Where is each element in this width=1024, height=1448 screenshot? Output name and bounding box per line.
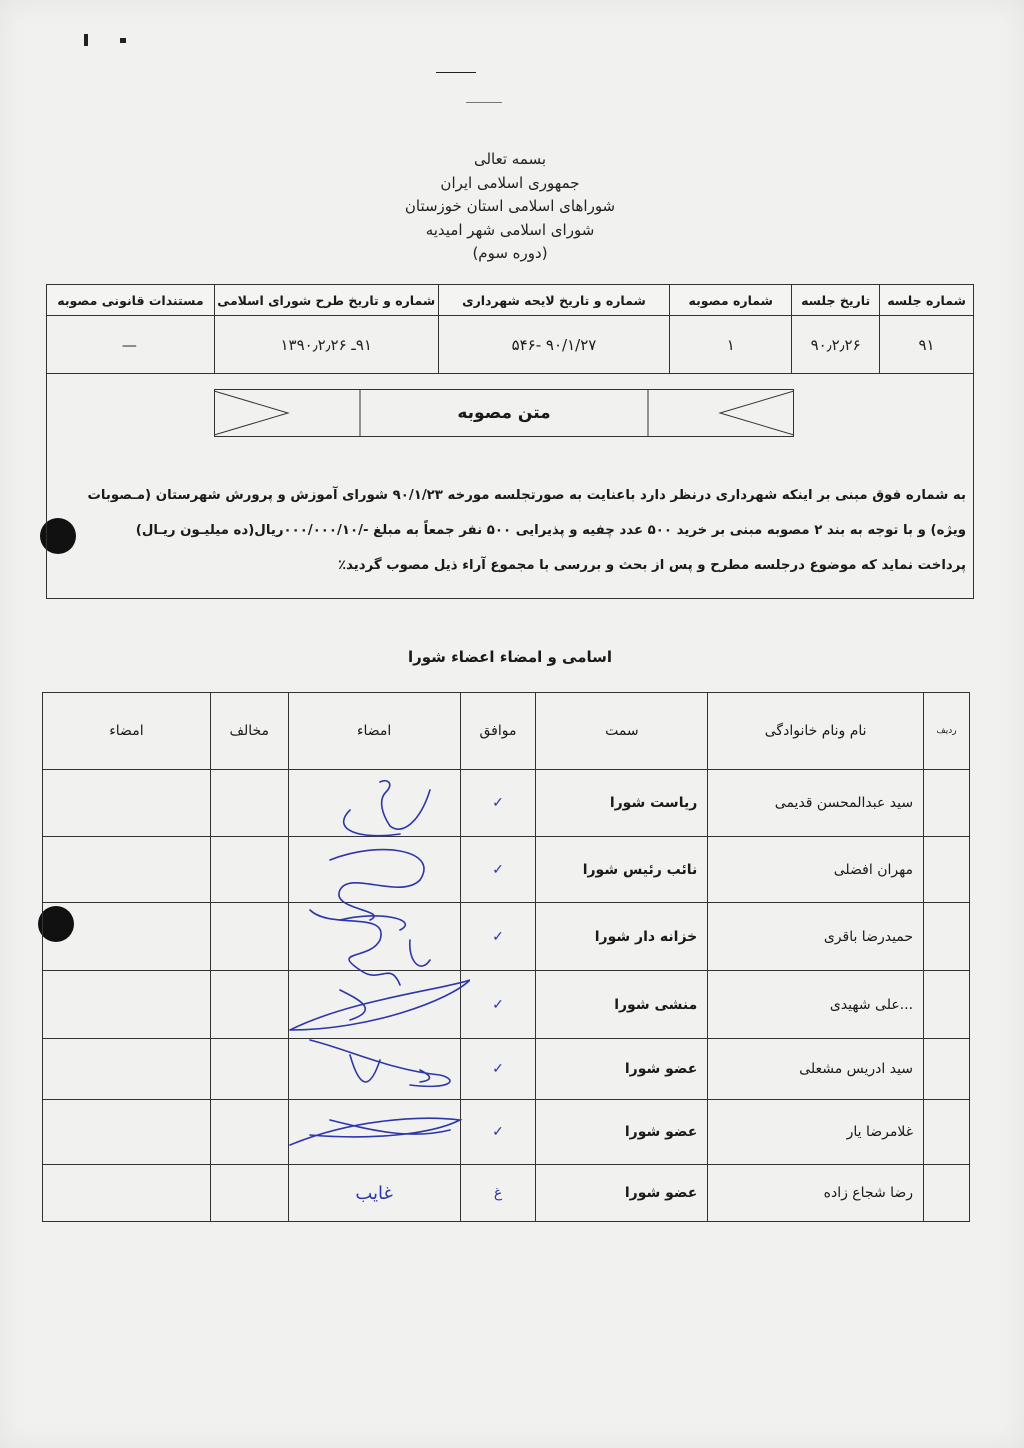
agree-mark: ✓ (460, 1100, 536, 1165)
member-name: سید عبدالمحسن قدیمی (708, 770, 924, 837)
resolution-title: متن مصوبه (457, 403, 551, 423)
value-municipality-bill: ۹۰/۱/۲۷ -۵۴۶ (438, 316, 670, 374)
oppose-signature-cell (43, 903, 211, 971)
signature-cell (288, 971, 460, 1039)
member-name: رضا شجاع زاده (708, 1165, 924, 1222)
header-council-plan: شماره و تاریخ طرح شورای اسلامی (214, 285, 438, 316)
agree-mark: ✓ (460, 1039, 536, 1100)
member-role: عضو شورا (536, 1100, 708, 1165)
signature-cell (288, 903, 460, 971)
row-number (924, 903, 970, 971)
header-agree: موافق (460, 693, 536, 770)
row-number (924, 1039, 970, 1100)
row-number (924, 770, 970, 837)
value-resolution-no: ۱ (670, 316, 792, 374)
member-role: نائب رئیس شورا (536, 837, 708, 903)
agree-mark: ✓ (460, 971, 536, 1039)
resolution-line: به شماره فوق مبنی بر اینکه شهرداری درنظر دارد باعنایت به صورتجلسه مورخه ۹۰/۱/۲۳ شورای آموزش و پرورش شهرستان (مـصوبات (87, 488, 966, 503)
table-row (43, 770, 970, 837)
value-session-no: ۹۱ (880, 316, 974, 374)
value-session-date: ۹۰٫۲٫۲۶ (792, 316, 880, 374)
agree-mark: ✓ (460, 903, 536, 971)
council-term: (دوره سوم) (472, 244, 548, 262)
header-session-no: شماره جلسه (880, 285, 974, 316)
province-councils: شوراهای اسلامی استان خوزستان (404, 197, 616, 215)
table-row (43, 971, 970, 1039)
oppose-cell (210, 903, 288, 971)
member-name: ...علی شهیدی (708, 971, 924, 1039)
table-row (43, 1039, 970, 1100)
scan-speck (436, 72, 476, 73)
header-municipality-bill: شماره و تاریخ لایحه شهرداری (438, 285, 670, 316)
value-council-plan: ۹۱ـ ۱۳۹۰٫۲٫۲۶ (214, 316, 438, 374)
signature-cell (288, 837, 460, 903)
header-legal-basis: مستندات قانونی مصوبه (47, 285, 215, 316)
member-role: عضو شورا (536, 1039, 708, 1100)
value-legal-basis: — (47, 316, 215, 374)
oppose-cell (210, 770, 288, 837)
oppose-cell (210, 1039, 288, 1100)
oppose-cell (210, 1100, 288, 1165)
scan-speck (466, 102, 502, 103)
scan-speck (84, 34, 88, 46)
member-name: حمیدرضا باقری (708, 903, 924, 971)
signature-cell (288, 770, 460, 837)
signature-cell (288, 1100, 460, 1165)
oppose-cell (210, 837, 288, 903)
header-session-date: تاریخ جلسه (792, 285, 880, 316)
row-number (924, 971, 970, 1039)
country-name: جمهوری اسلامی ایران (440, 173, 580, 192)
oppose-signature-cell (43, 1165, 211, 1222)
agree-mark: ✓ (460, 837, 536, 903)
member-role: ریاست شورا (536, 770, 708, 837)
resolution-line: ویژه) و با توجه به بند ۲ مصوبه مبنی بر خرید ۵۰۰ عدد چفیه و پذیرایی ۵۰۰ نفر جمعاً به مبلغ -/۰۰۰/۰۰۰/۱۰ریال(ده میلیـون ریـال) (135, 523, 966, 538)
oppose-signature-cell (43, 837, 211, 903)
member-name: مهران افضلی (708, 837, 924, 903)
agree-mark: غ (460, 1165, 536, 1222)
member-role: منشی شورا (536, 971, 708, 1039)
member-role: خزانه دار شورا (536, 903, 708, 971)
absent-note: غایب (355, 1182, 393, 1204)
row-number (924, 837, 970, 903)
member-name: سید ادریس مشعلی (708, 1039, 924, 1100)
member-role: عضو شورا (536, 1165, 708, 1222)
document-header (300, 148, 720, 266)
city-council: شورای اسلامی شهر امیدیه (425, 220, 595, 239)
row-number (924, 1165, 970, 1222)
agree-mark: ✓ (460, 770, 536, 837)
row-number (924, 1100, 970, 1165)
bismillah: بسمه تعالی (473, 150, 547, 168)
header-row-no: ردیف (924, 693, 970, 770)
table-row (43, 903, 970, 971)
resolution-line: پرداخت نماید که موضوع درجلسه مطرح و پس از بحث و بررسی با مجموع آراء ذیل مصوب گردید٪ (337, 558, 966, 573)
signature-cell (288, 1165, 460, 1222)
header-role: سمت (536, 693, 708, 770)
header-signature: امضاء (288, 693, 460, 770)
oppose-signature-cell (43, 971, 211, 1039)
header-signature-2: امضاء (43, 693, 211, 770)
oppose-signature-cell (43, 770, 211, 837)
resolution-meta-table (46, 284, 974, 374)
table-row (43, 837, 970, 903)
scan-speck (120, 38, 126, 43)
oppose-cell (210, 1165, 288, 1222)
members-section-title: اسامی و امضاء اعضاء شورا (407, 648, 613, 666)
members-table (42, 692, 970, 1222)
header-resolution-no: شماره مصوبه (670, 285, 792, 316)
oppose-cell (210, 971, 288, 1039)
header-name: نام ونام خانوادگی (708, 693, 924, 770)
header-oppose: مخالف (210, 693, 288, 770)
resolution-text (54, 478, 966, 583)
oppose-signature-cell (43, 1039, 211, 1100)
signature-cell (288, 1039, 460, 1100)
table-row (43, 1100, 970, 1165)
oppose-signature-cell (43, 1100, 211, 1165)
member-name: غلامرضا یار (708, 1100, 924, 1165)
table-row (43, 1165, 970, 1222)
